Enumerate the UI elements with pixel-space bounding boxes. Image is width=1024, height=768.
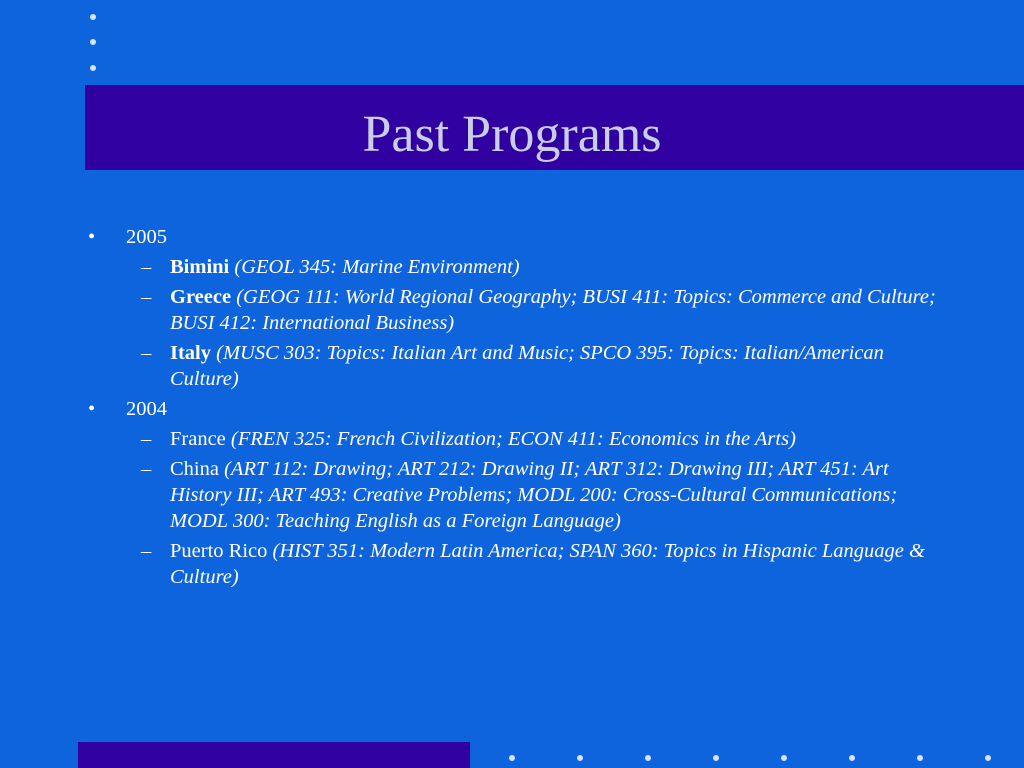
program-courses: (GEOG 111: World Regional Geography; BUSI 411: Topics: Commerce and Culture; BUSI 412: International Business) [170, 286, 936, 334]
decorative-dot [985, 755, 991, 761]
decorative-dot [577, 755, 583, 761]
program-place: Bimini [170, 256, 230, 278]
program-place: France [170, 428, 226, 450]
program-place: China [170, 458, 219, 480]
program-item [88, 284, 938, 336]
program-item [88, 426, 938, 452]
slide-title: Past Programs [362, 106, 662, 163]
program-courses: (GEOL 345: Marine Environment) [234, 256, 520, 278]
program-place: Italy [170, 342, 211, 364]
program-place: Puerto Rico [170, 540, 268, 562]
footer-bar [78, 742, 470, 768]
program-courses: (FREN 325: French Civilization; ECON 411: Economics in the Arts) [230, 428, 796, 450]
decorative-dot [90, 14, 96, 20]
bullet-marker: • [88, 226, 96, 248]
program-item [88, 254, 938, 280]
decorative-dot [645, 755, 651, 761]
year-label: 2004 [126, 398, 167, 420]
dash-marker: – [141, 342, 152, 364]
year-item [88, 396, 938, 422]
dash-marker: – [141, 286, 152, 308]
decorative-dot [509, 755, 515, 761]
dash-marker: – [141, 428, 152, 450]
slide-body [88, 224, 938, 594]
program-item [88, 456, 938, 534]
decorative-dot [90, 65, 96, 71]
year-item [88, 224, 938, 250]
decorative-dot [781, 755, 787, 761]
decorative-dot [713, 755, 719, 761]
decorative-dot [849, 755, 855, 761]
year-label: 2005 [126, 226, 167, 248]
dash-marker: – [141, 540, 152, 562]
decorative-dot [90, 39, 96, 45]
program-item [88, 340, 938, 392]
dash-marker: – [141, 458, 152, 480]
program-courses: (MUSC 303: Topics: Italian Art and Music; SPCO 395: Topics: Italian/American Culture) [170, 342, 884, 390]
program-courses: (ART 112: Drawing; ART 212: Drawing II; ART 312: Drawing III; ART 451: Art History III; ART 493: Creative Problems; MODL 200: Cross-Cultural Communications; MODL 300: Teaching English as a Foreign Language) [170, 458, 898, 532]
program-courses: (HIST 351: Modern Latin America; SPAN 360: Topics in Hispanic Language & Culture) [170, 540, 925, 588]
decorative-dot [917, 755, 923, 761]
dash-marker: – [141, 256, 152, 278]
program-item [88, 538, 938, 590]
bullet-marker: • [88, 398, 96, 420]
program-place: Greece [170, 286, 232, 308]
